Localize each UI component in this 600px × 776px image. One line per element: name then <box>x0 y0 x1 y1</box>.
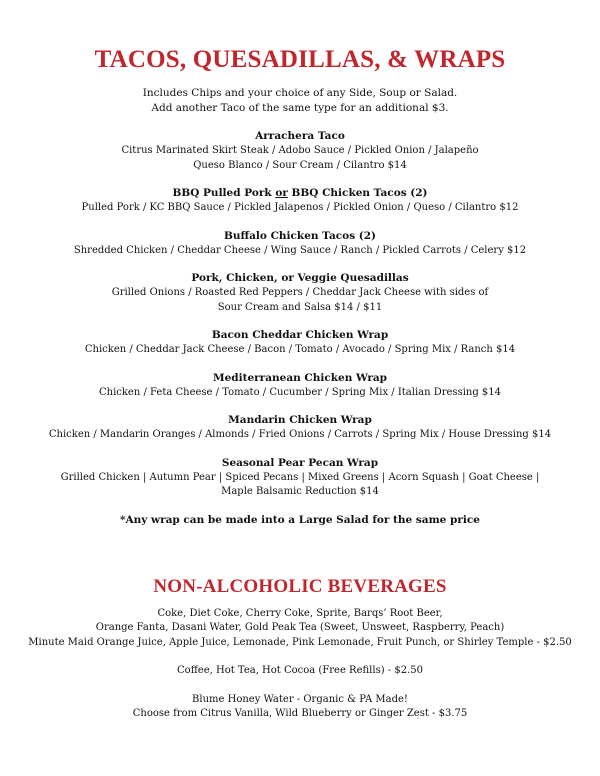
wrap-salad-note: *Any wrap can be made into a Large Salad for the same price <box>120 513 480 526</box>
beverage-group-sodas <box>0 607 600 651</box>
item-description <box>0 286 600 315</box>
item-description-line: Sour Cream and Salsa $14 / $11 <box>217 301 383 313</box>
item-description-line: Chicken / Feta Cheese / Tomato / Cucumber / Spring Mix / Italian Dressing $14 <box>98 386 502 398</box>
item-name: Buffalo Chicken Tacos (2) <box>223 229 376 242</box>
beverage-line: Coffee, Hot Tea, Hot Cocoa (Free Refills) - $2.50 <box>177 665 423 676</box>
tacos-intro <box>0 86 600 116</box>
item-name: Seasonal Pear Pecan Wrap <box>221 456 379 469</box>
menu-item-quesadillas <box>0 271 600 315</box>
item-description-line: Chicken / Cheddar Jack Cheese / Bacon / Tomato / Avocado / Spring Mix / Ranch $14 <box>84 344 516 355</box>
item-name-underlined-or: or <box>275 187 288 199</box>
item-description <box>0 386 600 401</box>
menu-item-mandarin-wrap <box>0 413 600 443</box>
beverages-section-title: NON-ALCOHOLIC BEVERAGES <box>153 575 447 597</box>
item-description-line: Pulled Pork / KC BBQ Sauce / Pickled Jalapenos / Pickled Onion / Queso / Cilantro $12 <box>81 202 519 213</box>
item-description-line: Queso Blanco / Sour Cream / Cilantro $14 <box>193 159 407 171</box>
intro-line: Includes Chips and your choice of any Side, Soup or Salad. <box>142 87 458 99</box>
item-name-part: BBQ Chicken Tacos (2) <box>287 187 428 199</box>
item-description <box>0 144 600 173</box>
menu-item-bbq-tacos <box>0 186 600 216</box>
menu-item-arrachera-taco <box>0 129 600 173</box>
item-description-line: Chicken / Mandarin Oranges / Almonds / Fried Onions / Carrots / Spring Mix / House Dressing $14 <box>48 429 552 440</box>
beverage-line: Coke, Diet Coke, Cherry Coke, Sprite, Barqs’ Root Beer, <box>157 607 443 619</box>
item-description-line: Grilled Onions / Roasted Red Peppers / Cheddar Jack Cheese with sides of <box>111 287 489 298</box>
menu-item-pear-pecan-wrap <box>0 456 600 500</box>
menu-item-buffalo-chicken-tacos <box>0 229 600 259</box>
item-description <box>0 343 600 358</box>
item-description <box>0 428 600 443</box>
item-name: Mandarin Chicken Wrap <box>228 414 372 426</box>
item-name: Mediterranean Chicken Wrap <box>212 371 388 384</box>
menu-item-mediterranean-wrap <box>0 371 600 401</box>
item-description-line: Shredded Chicken / Cheddar Cheese / Wing Sauce / Ranch / Pickled Carrots / Celery $12 <box>73 244 527 256</box>
item-name: Arrachera Taco <box>255 130 345 142</box>
beverage-line: Orange Fanta, Dasani Water, Gold Peak Tea (Sweet, Unsweet, Raspberry, Peach) <box>95 622 505 633</box>
item-description <box>0 201 600 216</box>
tacos-section-title: TACOS, QUESADILLAS, & WRAPS <box>94 46 506 73</box>
beverage-group-hot-drinks <box>0 664 600 679</box>
item-name-part: BBQ Pulled Pork <box>172 187 276 199</box>
beverage-line: Blume Honey Water - Organic & PA Made! <box>192 693 408 705</box>
item-name: Bacon Cheddar Chicken Wrap <box>211 329 389 341</box>
beverage-group-honey-water <box>0 693 600 722</box>
menu-item-bacon-cheddar-wrap <box>0 328 600 358</box>
beverage-line: Choose from Citrus Vanilla, Wild Blueberry or Ginger Zest - $3.75 <box>132 708 468 719</box>
beverage-line: Minute Maid Orange Juice, Apple Juice, Lemonade, Pink Lemonade, Fruit Punch, or Shirley Temple - $2.50 <box>28 636 572 648</box>
intro-line: Add another Taco of the same type for an additional $3. <box>151 102 449 114</box>
item-description <box>0 244 600 259</box>
item-description <box>0 471 600 500</box>
item-description-line: Citrus Marinated Skirt Steak / Adobo Sauce / Pickled Onion / Jalapeño <box>121 145 479 156</box>
item-name <box>0 186 600 201</box>
item-name: Pork, Chicken, or Veggie Quesadillas <box>191 272 409 284</box>
item-description-line: Maple Balsamic Reduction $14 <box>221 486 379 497</box>
item-description-line: Grilled Chicken | Autumn Pear | Spiced Pecans | Mixed Greens | Acorn Squash | Goat Cheese | <box>60 471 540 483</box>
